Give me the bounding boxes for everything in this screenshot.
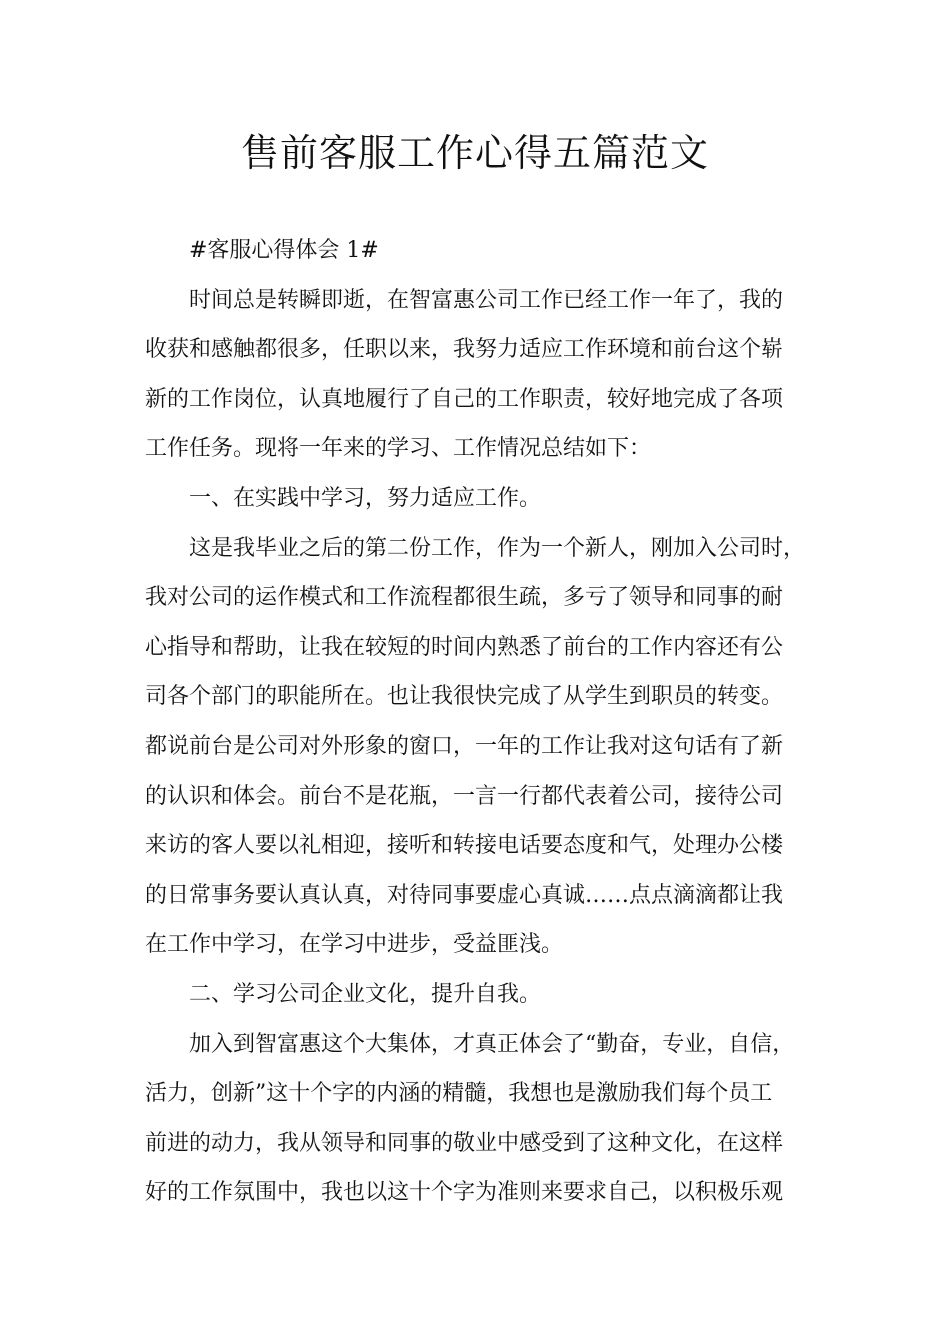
text-line: 工作任务。现将一年来的学习、工作情况总结如下： — [145, 436, 652, 462]
text-line: #客服心得体会 1# — [189, 238, 379, 263]
document-body — [145, 226, 805, 1218]
text-line: 时间总是转瞬即逝，在智富惠公司工作已经工作一年了，我的 — [189, 287, 784, 313]
text-line: 的认识和体会。前台不是花瓶，一言一行都代表着公司，接待公司 — [145, 783, 784, 809]
document-title: 售前客服工作心得五篇范文 — [240, 131, 709, 175]
section-heading: 一、在实践中学习，努力适应工作。 — [189, 485, 542, 511]
text-line: 司各个部门的职能所在。也让我很快完成了从学生到职员的转变。 — [145, 684, 784, 710]
text-line: 来访的客人要以礼相迎，接听和转接电话要态度和气，处理办公楼 — [145, 833, 784, 859]
text-line: 都说前台是公司对外形象的窗口，一年的工作让我对这句话有了新 — [145, 733, 784, 759]
text-line: 这是我毕业之后的第二份工作，作为一个新人，刚加入公司时， — [189, 535, 806, 561]
text-line: 在工作中学习，在学习中进步，受益匪浅。 — [145, 932, 564, 958]
text-line: 我对公司的运作模式和工作流程都很生疏，多亏了领导和同事的耐 — [145, 585, 784, 611]
text-line: 加入到智富惠这个大集体，才真正体会了“勤奋，专业，自信， — [189, 1031, 795, 1057]
text-line: 活力，创新”这十个字的内涵的精髓，我想也是激励我们每个员工 — [145, 1081, 773, 1107]
text-line: 新的工作岗位，认真地履行了自己的工作职责，较好地完成了各项 — [145, 386, 784, 412]
text-line: 的日常事务要认真认真，对待同事要虚心真诚……点点滴滴都让我 — [145, 882, 784, 908]
section-heading: 二、学习公司企业文化，提升自我。 — [189, 981, 542, 1007]
text-line: 收获和感触都很多，任职以来，我努力适应工作环境和前台这个崭 — [145, 337, 784, 363]
text-line: 心指导和帮助，让我在较短的时间内熟悉了前台的工作内容还有公 — [145, 634, 784, 660]
text-line: 好的工作氛围中，我也以这十个字为准则来要求自己，以积极乐观 — [145, 1180, 784, 1206]
text-line: 前进的动力，我从领导和同事的敬业中感受到了这种文化，在这样 — [145, 1130, 784, 1156]
